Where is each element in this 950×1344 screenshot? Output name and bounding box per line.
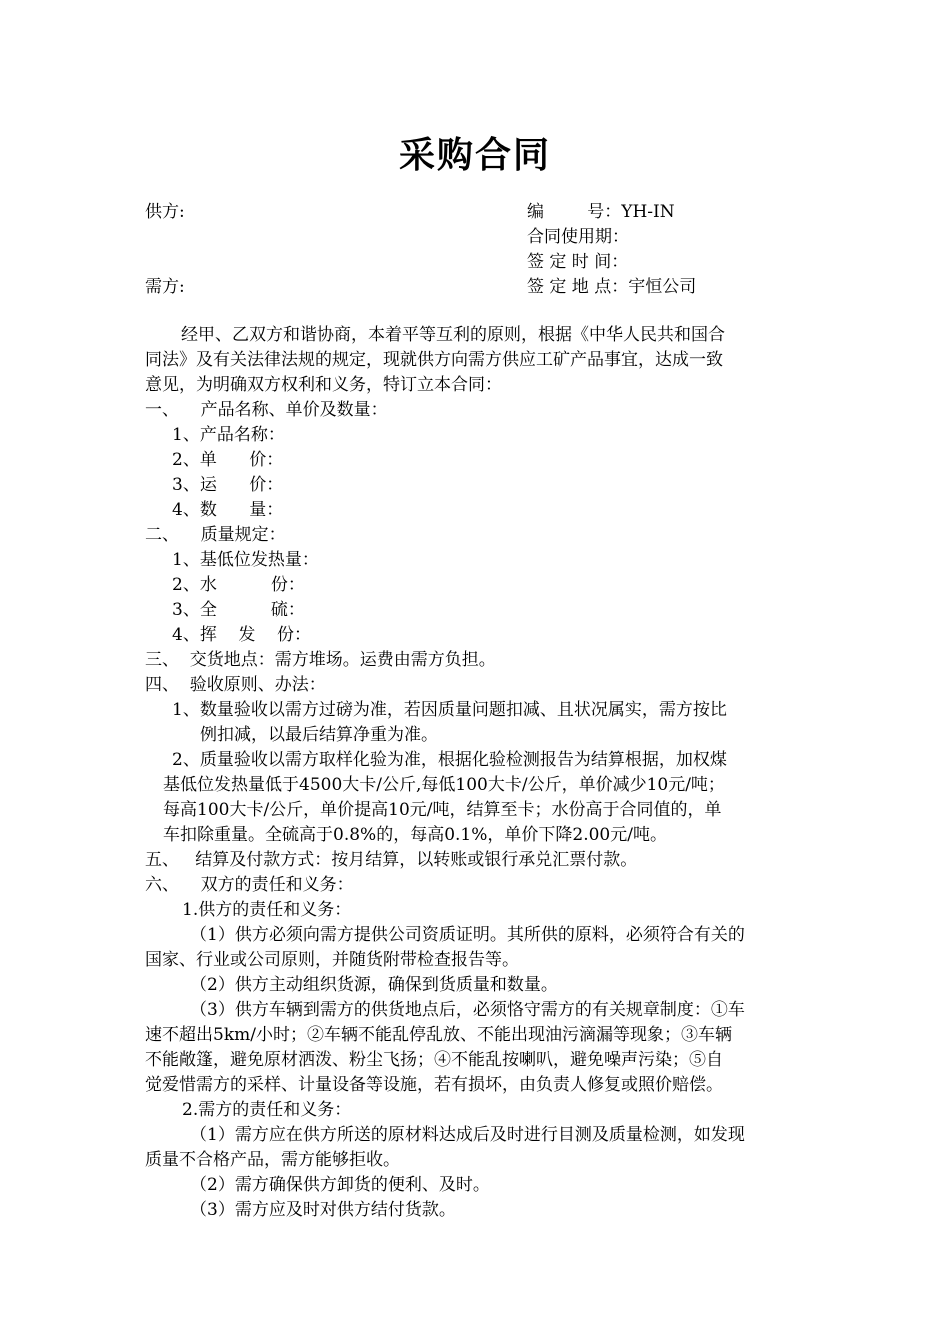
s6-sub2-line: （1）需方应在供方所送的原材料达成后及时进行目测及质量检测，如发现: [190, 1125, 745, 1145]
intro-line: 意见，为明确双方权利和义务，特订立本合同：: [145, 375, 502, 395]
s6-sub2-heading: 2.需方的责任和义务：: [182, 1100, 352, 1120]
s1-item: 2、单 价：: [172, 450, 284, 470]
section-4-heading: 四、 验收原则、办法：: [145, 675, 326, 695]
s4-p2-line: 2、质量验收以需方取样化验为准，根据化验检测报告为结算根据，加权煤: [172, 750, 727, 770]
s6-sub1-line: 国家、行业或公司原则，并随货附带检查报告等。: [145, 950, 519, 970]
s4-p1-line: 例扣减，以最后结算净重为准。: [200, 725, 438, 745]
section-2-heading: 二、 质量规定：: [145, 525, 286, 545]
s6-sub1-line: （2）供方主动组织货源，确保到货质量和数量。: [190, 975, 558, 995]
section-3: 三、 交货地点：需方堆场。运费由需方负担。: [145, 650, 496, 670]
s4-p2-line: 车扣除重量。全硫高于0.8%的，每高0.1%，单价下降2.00元/吨。: [163, 825, 667, 845]
contract-number-label: 编 号：: [527, 202, 622, 222]
s2-item: 1、基低位发热量：: [172, 550, 319, 570]
intro-line: 经甲、乙双方和谐协商，本着平等互利的原则，根据《中华人民共和国合: [181, 325, 725, 345]
buyer-label: 需方:: [145, 277, 185, 297]
s2-item: 4、挥 发 份：: [172, 625, 312, 645]
sign-time-label: 签 定 时 间：: [527, 252, 629, 272]
sign-place-value: 宇恒公司: [628, 277, 697, 297]
s6-sub1-line: 不能敞篷，避免原材洒泼、粉尘飞扬；④不能乱按喇叭，避免噪声污染；⑤自: [145, 1050, 723, 1070]
contract-number: [527, 200, 675, 224]
s6-sub1-heading: 1.供方的责任和义务：: [182, 900, 352, 920]
contract-number-value: YH-IN: [621, 202, 675, 222]
s1-item: 4、数 量：: [172, 500, 284, 520]
s4-p2-line: 基低位发热量低于4500大卡/公斤,每低100大卡/公斤，单价减少10元/吨；: [163, 775, 725, 795]
s1-item: 1、产品名称：: [172, 425, 285, 445]
s6-sub2-line: （3）需方应及时对供方结付货款。: [190, 1200, 456, 1220]
section-5: 五、 结算及付款方式：按月结算，以转账或银行承兑汇票付款。: [145, 850, 638, 870]
s2-item: 3、全 硫：: [172, 600, 305, 620]
document-title: 采购合同: [398, 134, 551, 176]
s6-sub2-line: （2）需方确保供方卸货的便利、及时。: [190, 1175, 490, 1195]
s2-item: 2、水 份：: [172, 575, 305, 595]
sign-place-label: 签 定 地 点：: [527, 277, 629, 297]
s6-sub1-line: 速不超出5km/小时；②车辆不能乱停乱放、不能出现油污滴漏等现象；③车辆: [145, 1025, 732, 1045]
s6-sub1-line: 觉爱惜需方的采样、计量设备等设施，若有损坏，由负责人修复或照价赔偿。: [145, 1075, 723, 1095]
intro-line: 同法》及有关法律法规的规定，现就供方向需方供应工矿产品事宜，达成一致: [145, 350, 723, 370]
s1-item: 3、运 价：: [172, 475, 284, 495]
s6-sub2-line: 质量不合格产品，需方能够拒收。: [145, 1150, 400, 1170]
s6-sub1-line: （1）供方必须向需方提供公司资质证明。其所供的原料，必须符合有关的: [190, 925, 745, 945]
s6-sub1-line: （3）供方车辆到需方的供货地点后，必须恪守需方的有关规章制度：①车: [190, 1000, 745, 1020]
supplier-label: 供方:: [145, 202, 185, 222]
section-1-heading: 一、 产品名称、单价及数量：: [145, 400, 388, 420]
s4-p1-line: 1、数量验收以需方过磅为准，若因质量问题扣减、且状况属实，需方按比: [172, 700, 727, 720]
section-6-heading: 六、 双方的责任和义务：: [145, 875, 354, 895]
s4-p2-line: 每高100大卡/公斤，单价提高10元/吨，结算至卡；水份高于合同值的，单: [163, 800, 722, 820]
contract-period-label: 合同使用期：: [527, 227, 629, 247]
sign-place: [527, 275, 696, 299]
